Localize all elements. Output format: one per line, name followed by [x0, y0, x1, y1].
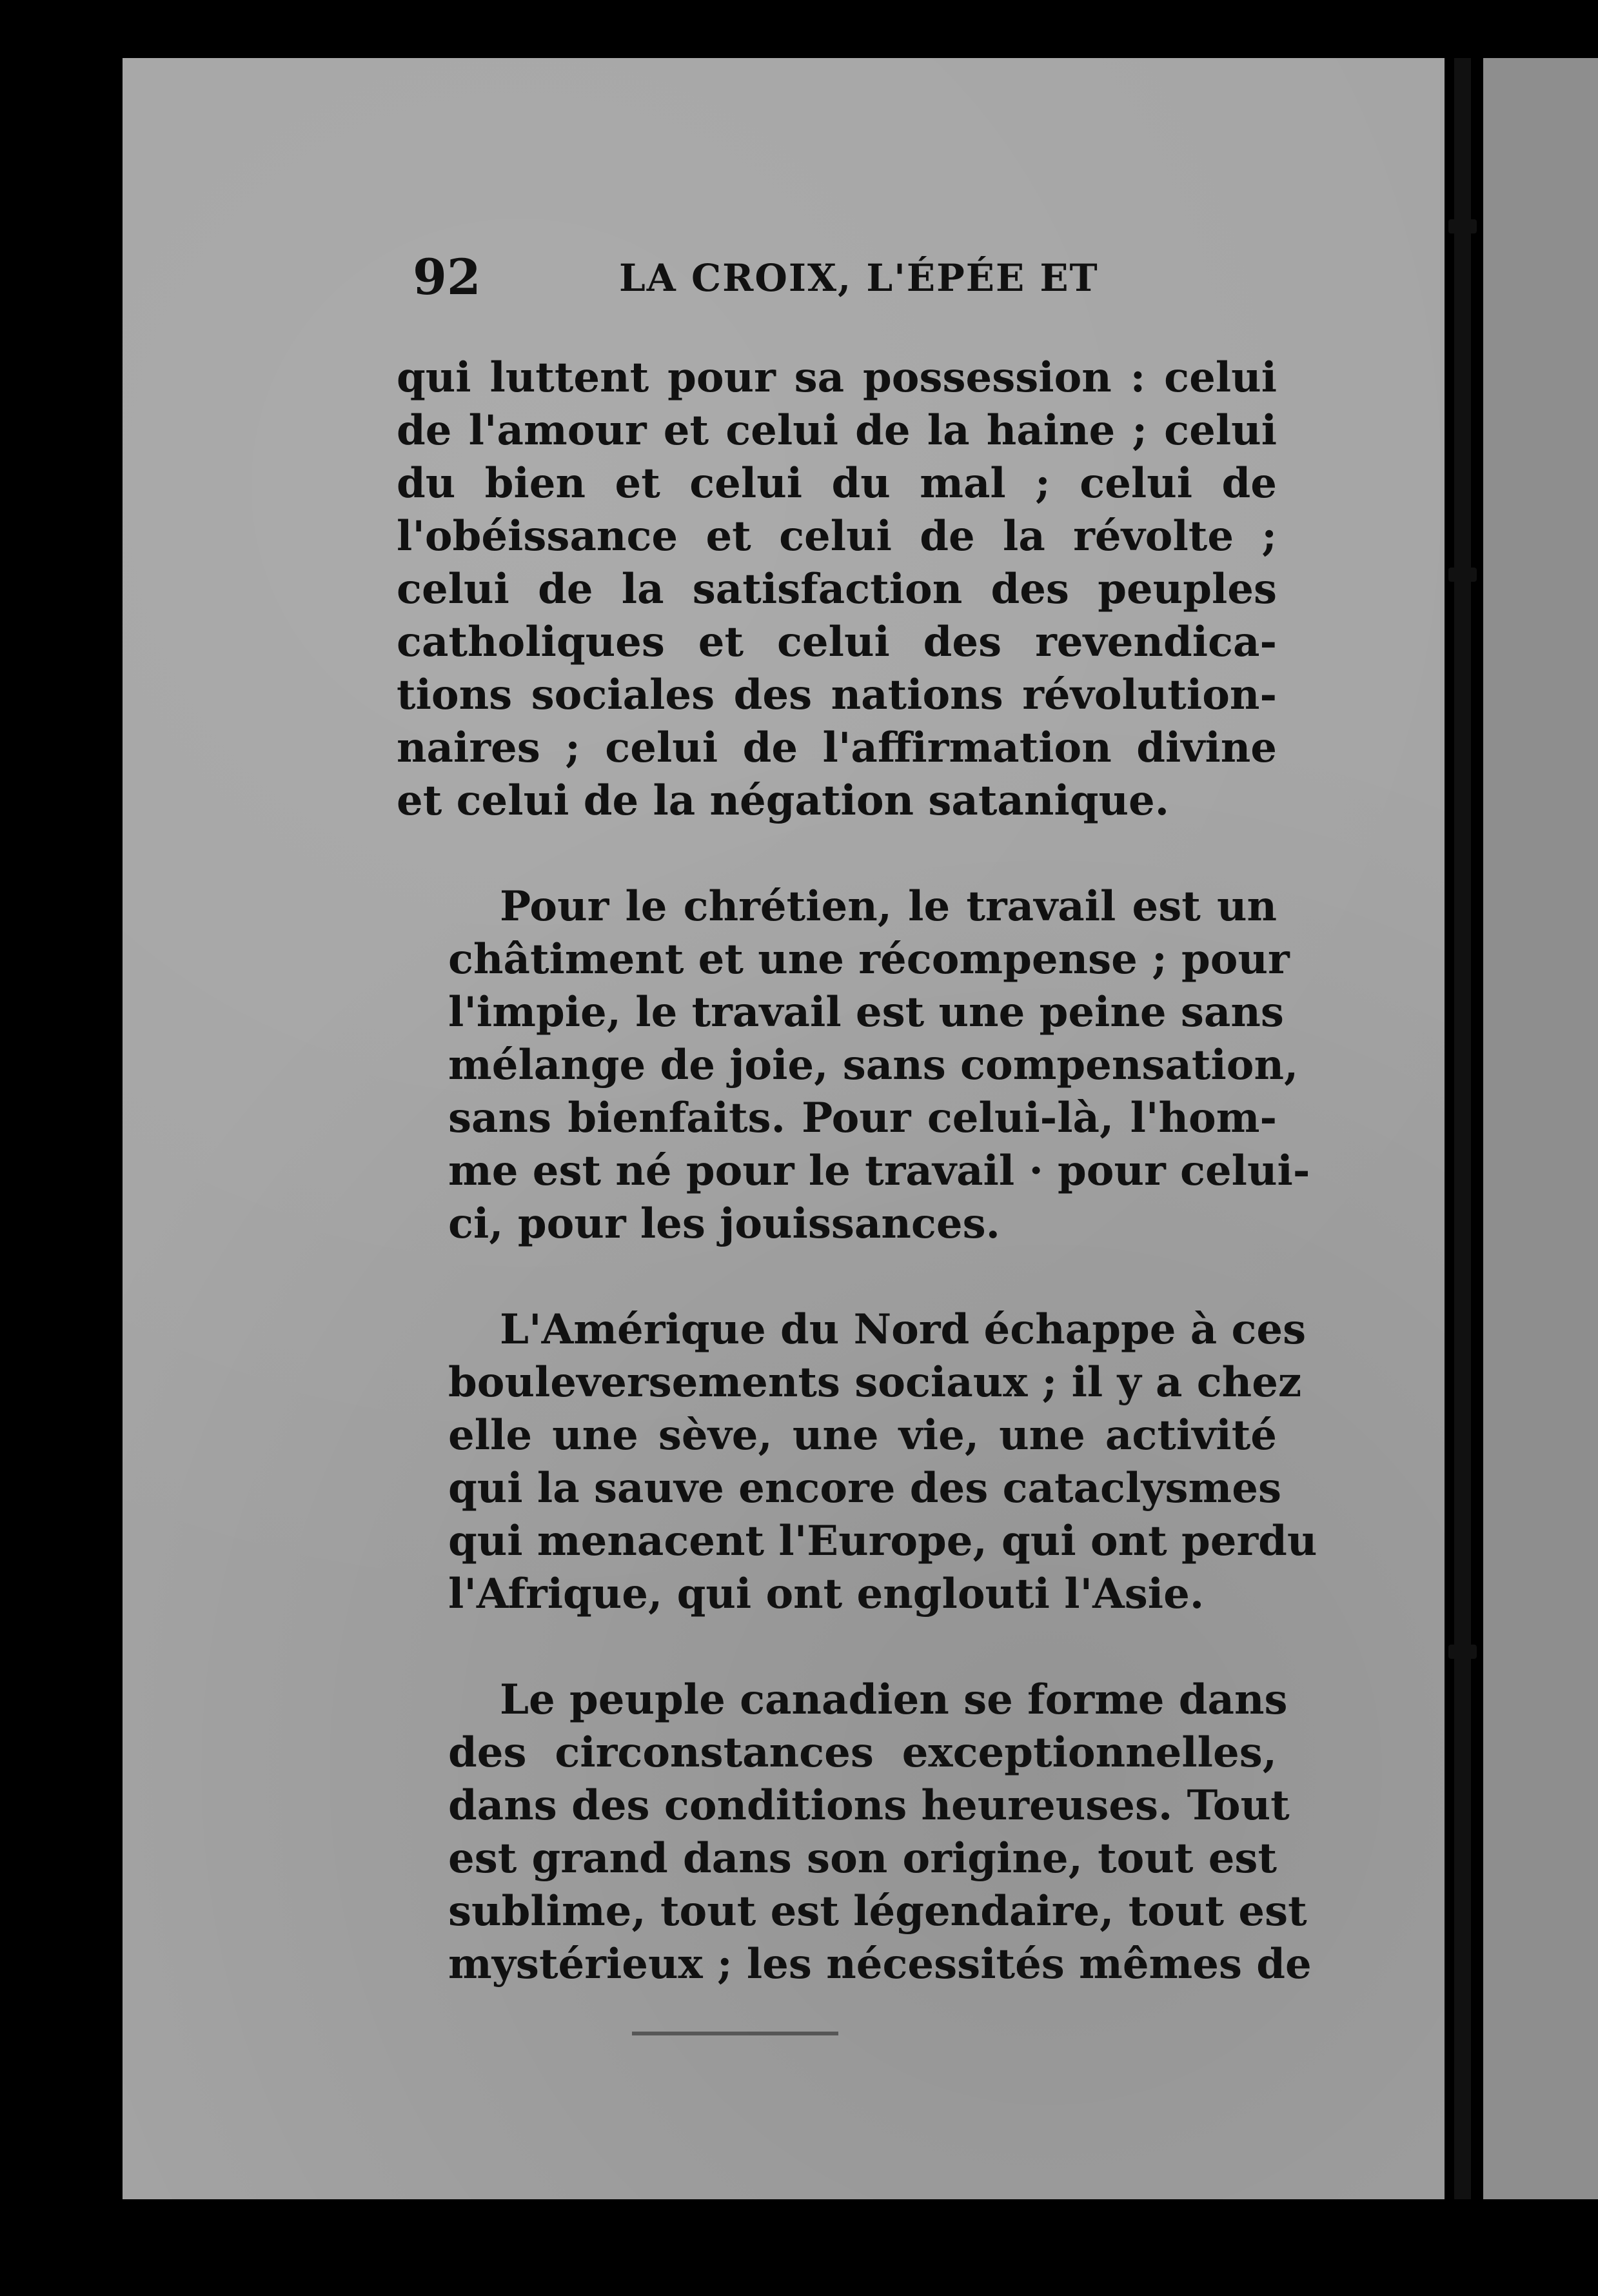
page-number: 92 [413, 248, 481, 306]
text-line: catholiques et celui des revendica- [397, 618, 1277, 666]
text-line: ci, pour les jouissances. [448, 1200, 1000, 1248]
book-spine [1454, 58, 1471, 2199]
text-line: châtiment et une récompense ; pour [448, 935, 1290, 984]
spine-stitch [1448, 568, 1477, 582]
text-line: Pour le chrétien, le travail est un [500, 882, 1277, 931]
text-line: qui luttent pour sa possession : celui [397, 353, 1277, 402]
text-line: sublime, tout est légendaire, tout est [448, 1887, 1307, 1935]
text-line: Le peuple canadien se forme dans [500, 1676, 1288, 1724]
running-head: LA CROIX, L'ÉPÉE ET [619, 256, 1099, 300]
text-line: mystérieux ; les nécessités mêmes de [448, 1940, 1312, 1988]
text-line: l'obéissance et celui de la révolte ; [397, 512, 1277, 560]
body-text [397, 351, 1317, 2044]
text-line: dans des conditions heureuses. Tout [448, 1781, 1290, 1830]
text-line: tions sociales des nations révolution- [397, 671, 1277, 719]
facing-page-edge [1483, 58, 1598, 2199]
paragraph-4 [397, 1674, 1312, 1991]
ink-smudge [632, 2032, 838, 2035]
text-line: naires ; celui de l'affirmation divine [397, 724, 1277, 772]
paragraph-2 [397, 880, 1310, 1251]
text-line: du bien et celui du mal ; celui de [397, 459, 1277, 508]
text-line: me est né pour le travail · pour celui- [448, 1147, 1310, 1195]
text-line: bouleversements sociaux ; il y a chez [448, 1358, 1302, 1407]
paragraph-3 [397, 1303, 1317, 1621]
text-line: L'Amérique du Nord échappe à ces [500, 1305, 1307, 1354]
spine-stitch [1448, 1645, 1477, 1659]
text-line: et celui de la négation satanique. [397, 777, 1169, 825]
text-line: est grand dans son origine, tout est [448, 1834, 1277, 1883]
spine-stitch [1448, 219, 1477, 233]
text-line: sans bienfaits. Pour celui-là, l'hom- [448, 1094, 1277, 1142]
text-line: qui menacent l'Europe, qui ont perdu [448, 1517, 1317, 1565]
text-line: l'Afrique, qui ont englouti l'Asie. [448, 1570, 1205, 1618]
text-line: mélange de joie, sans compensation, [448, 1041, 1299, 1089]
text-line: de l'amour et celui de la haine ; celui [397, 406, 1277, 455]
text-line: celui de la satisfaction des peuples [397, 565, 1277, 613]
text-line: des circonstances exceptionnelles, [448, 1728, 1277, 1777]
text-line: qui la sauve encore des cataclysmes [448, 1464, 1281, 1512]
paragraph-1 [397, 351, 1277, 827]
text-line: elle une sève, une vie, une activité [448, 1411, 1277, 1460]
text-line: l'impie, le travail est une peine sans [448, 988, 1284, 1036]
